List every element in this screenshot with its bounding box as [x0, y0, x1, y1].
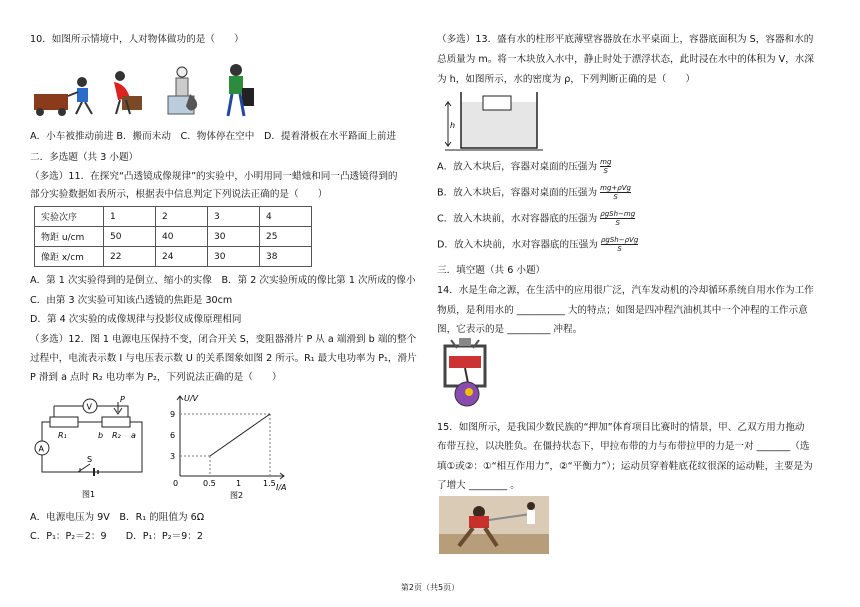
switch-label: S — [87, 455, 93, 464]
q12-ui-graph — [164, 390, 294, 506]
q13-stem-line1: （多选）13．盛有水的柱形平底薄壁容器放在水平桌面上，容器底面积为 S，容器和水的 — [437, 34, 814, 45]
graph-x-label: I/A — [276, 483, 287, 492]
table-cell: 50 — [104, 227, 156, 247]
fraction-numerator: mg+ρVg — [600, 184, 631, 192]
q12-option-cd: C．P₁：P₂＝2：9 D．P₁：P₂＝9：2 — [30, 531, 203, 542]
graph-ytick: 3 — [170, 452, 176, 461]
r1-label: R₁ — [58, 431, 67, 440]
q11-option-c: C．由第 3 次实验可知该凸透镜的焦距是 30cm — [30, 295, 233, 306]
fraction-numerator: mg — [600, 158, 612, 166]
q13-stem-line3: 为 h，如图所示，水的密度为 ρ，下列判断正确的是（ ） — [437, 74, 696, 85]
q15-line4: 了增大 ________ 。 — [437, 480, 520, 491]
switch-icon — [78, 464, 98, 476]
ui-graph-line — [210, 414, 270, 456]
q13-stem-line2: 总质量为 m。将一木块放入水中，静止时处于漂浮状态，此时浸在水中的体积为 V，水深 — [437, 54, 814, 65]
q14-line2: 物质，是利用水的 __________ 大的特点；如图是四冲程汽油机其中一个冲程的工作示意 — [437, 305, 808, 316]
q14-engine-figure — [439, 336, 491, 410]
graph-origin-label: 0 — [173, 479, 179, 488]
graph-y-label: U/V — [184, 394, 199, 403]
q14-line1: 14．水是生命之源，在生活中的应用很广泛，汽车发动机的冷却循环系统自用水作为工作 — [437, 285, 814, 296]
figure2-caption: 图2 — [230, 491, 244, 500]
fraction-numerator: ρgSh−ρVg — [600, 236, 639, 244]
table-row — [35, 247, 312, 267]
graph-xtick: 1 — [236, 479, 242, 488]
table-cell: 24 — [156, 247, 208, 267]
q13-option-b — [437, 184, 631, 201]
fraction-denominator: S — [617, 245, 622, 253]
table-row — [35, 207, 312, 227]
table-cell: 4 — [260, 207, 312, 227]
q10-stem: 10．如图所示情境中，人对物体做功的是（ ） — [30, 34, 244, 45]
q13-option-c — [437, 210, 635, 227]
q10-options: A．小车被推动前进 B．搬而未动 C．物体停在空中 D．提着滑板在水平路面上前进 — [30, 131, 397, 142]
section-multiple-choice: 二．多选题（共 3 小题） — [30, 152, 139, 163]
slider-p-label: P — [120, 395, 125, 404]
table-cell: 1 — [104, 207, 156, 227]
q13-container-figure — [445, 90, 545, 156]
q12-stem-line3: P 滑到 a 点时 R₂ 电功率为 P₂，下列说法正确的是（ ） — [30, 372, 282, 383]
option-text: B．放入木块后，容器对桌面的压强为 — [437, 187, 598, 199]
table-cell: 40 — [156, 227, 208, 247]
option-text: A．放入木块后，容器对桌面的压强为 — [437, 161, 598, 173]
table-cell: 3 — [208, 207, 260, 227]
section-fill-in: 三．填空题（共 6 小题） — [437, 265, 546, 276]
fraction-numerator: ρgSh−mg — [600, 210, 636, 218]
q12-stem-line2: 过程中，电流表示数 I 与电压表示数 U 的关系图象如图 2 所示。R₁ 最大电功率为 P₁，滑片 — [30, 353, 417, 364]
q11-stem-line1: （多选）11．在探究“凸透镜成像规律”的实验中，小明用同一蜡烛和同一凸透镜得到的 — [30, 171, 398, 182]
q11-option-d: D．第 4 次实验的成像规律与投影仪成像原理相同 — [30, 314, 242, 325]
terminal-a-label: a — [131, 431, 136, 440]
page-footer: 第2页（共5页） — [400, 583, 460, 592]
carry-skateboard-picture — [228, 64, 254, 116]
depth-h-label: h — [450, 121, 456, 130]
table-cell: 30 — [208, 227, 260, 247]
table-cell: 30 — [208, 247, 260, 267]
q12-stem-line1: （多选）12．图 1 电源电压保持不变，闭合开关 S，变阻器滑片 P 从 a 端滑到 b 端的整个 — [30, 334, 417, 345]
lifting-picture — [114, 71, 142, 114]
table-row — [35, 227, 312, 247]
graph-xtick: 1.5 — [263, 479, 276, 488]
figure1-caption: 图1 — [82, 490, 96, 499]
graph-ytick: 6 — [170, 431, 176, 440]
table-cell: 38 — [260, 247, 312, 267]
q10-illustrations — [30, 62, 260, 122]
table-cell: 实验次序 — [35, 207, 104, 227]
fraction-denominator: S — [615, 219, 620, 227]
table-cell: 22 — [104, 247, 156, 267]
cart-push-picture — [34, 77, 92, 116]
q15-tug-photo — [439, 496, 549, 554]
wood-block — [483, 96, 511, 110]
r2-label: R₂ — [112, 431, 121, 440]
option-text: D．放入木块前，水对容器底的压强为 — [437, 239, 598, 251]
q13-option-a — [437, 158, 611, 175]
q13-option-d — [437, 236, 638, 253]
q12-option-ab: A．电源电压为 9V B．R₁ 的阻值为 6Ω — [30, 512, 205, 523]
ammeter-label: A — [38, 444, 44, 454]
q14-line3: 图，它表示的是 _________ 冲程。 — [437, 324, 583, 335]
fraction-denominator: S — [613, 193, 618, 201]
option-text: C．放入木块前，水对容器底的压强为 — [437, 213, 598, 225]
q12-circuit-figure — [32, 392, 152, 504]
q15-line2: 布带互拉，以决胜负。在僵持状态下，甲拉布带的力与布带拉甲的力是一对 _______（选 — [437, 441, 810, 452]
q15-line1: 15．如图所示，是我国少数民族的“押加”体育项目比赛时的情景，甲、乙双方用力拖动 — [437, 422, 805, 433]
table-cell: 25 — [260, 227, 312, 247]
q11-data-table — [34, 206, 312, 267]
q11-stem-line2: 部分实验数据如表所示，根据表中信息判定下列说法正确的是（ ） — [30, 189, 328, 200]
graph-xtick: 0.5 — [203, 479, 216, 488]
terminal-b-label: b — [98, 431, 104, 440]
table-cell: 物距 u/cm — [35, 227, 104, 247]
table-cell: 2 — [156, 207, 208, 227]
q11-option-ab: A．第 1 次实验得到的是倒立、缩小的实像 B．第 2 次实验所成的像比第 1 次所成的像小 — [30, 275, 416, 286]
graph-ytick: 9 — [170, 410, 176, 419]
holding-object-picture — [168, 67, 197, 114]
table-cell: 像距 x/cm — [35, 247, 104, 267]
voltmeter-label: V — [86, 402, 92, 412]
q15-line3: 填①或②：①“相互作用力”，②“平衡力”）；运动员穿着鞋底花纹很深的运动鞋，主要是为 — [437, 461, 813, 472]
fraction-denominator: S — [603, 167, 608, 175]
